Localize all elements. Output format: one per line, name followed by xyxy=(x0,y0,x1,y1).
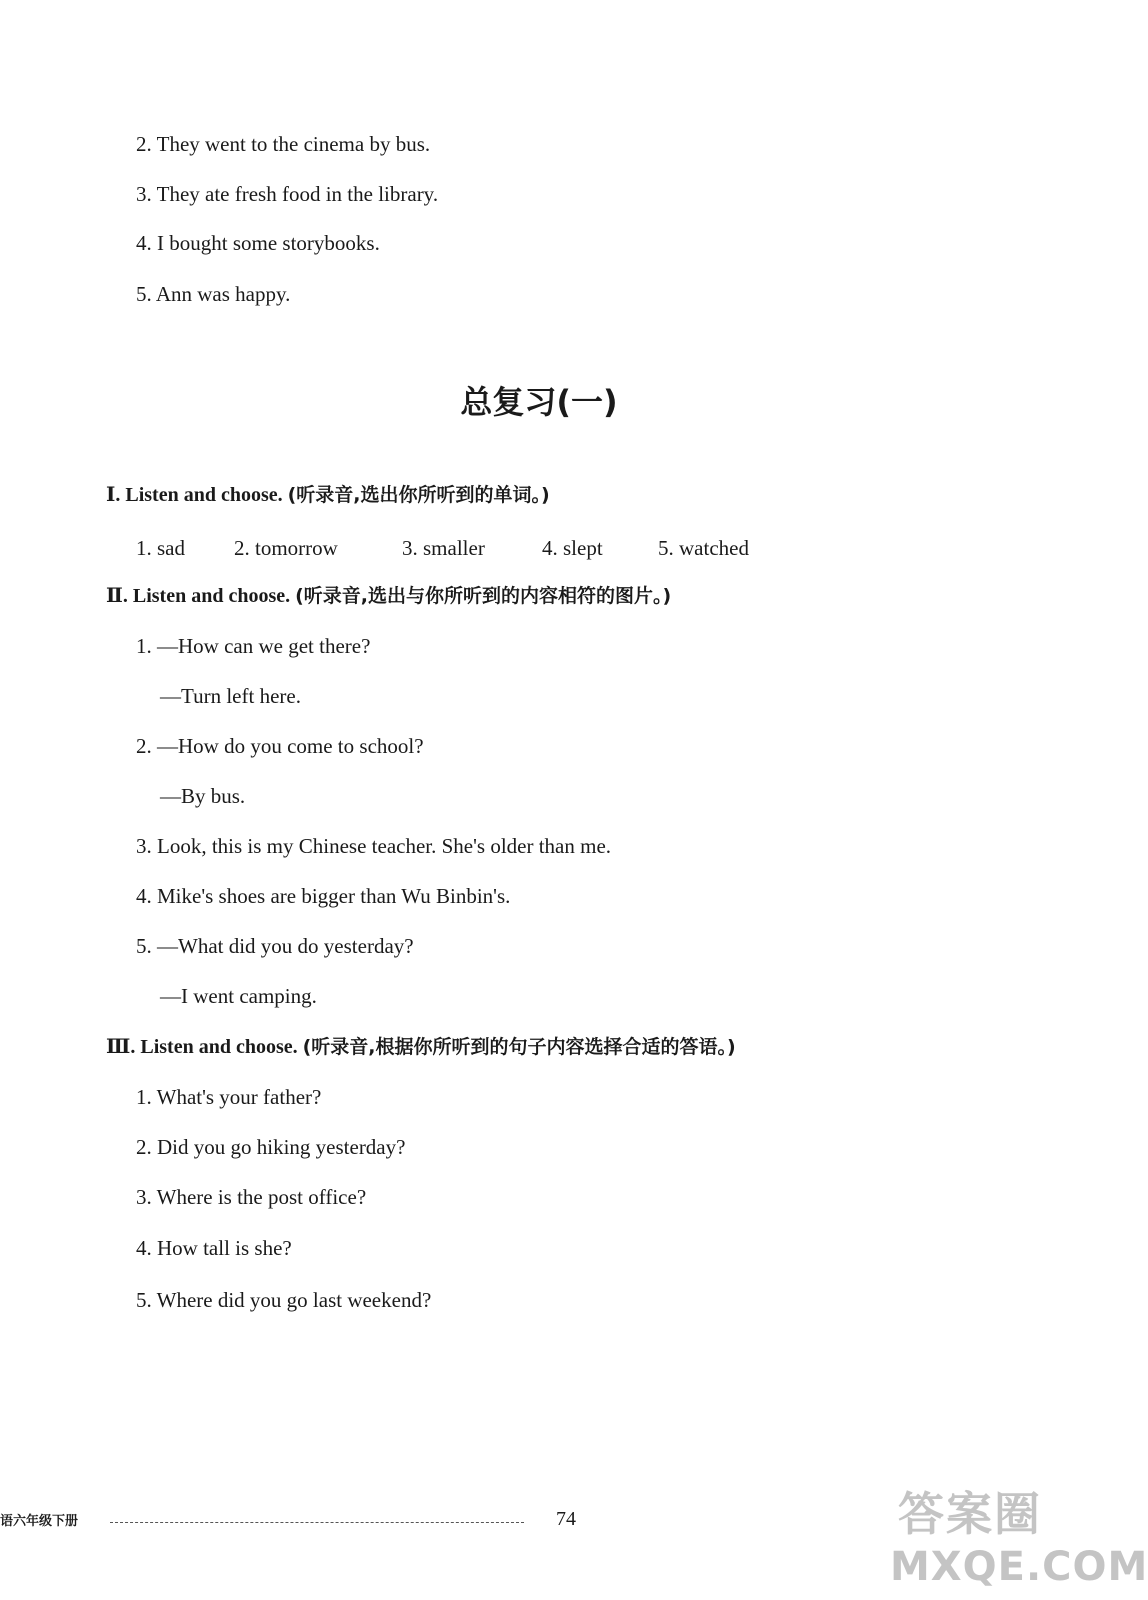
watermark-logo xyxy=(890,1478,1148,1596)
section3-heading-cn: (听录音,根据你所听到的句子内容选择合适的答语。) xyxy=(302,1036,736,1058)
watermark-text: 答案圈 xyxy=(898,1487,1042,1541)
section2-heading-cn: (听录音,选出与你所听到的内容相符的图片。) xyxy=(295,585,672,607)
section2-line: —I went camping. xyxy=(160,984,317,1008)
section1-heading-cn: (听录音,选出你所听到的单词。) xyxy=(287,484,550,506)
top-item-2: 2. They went to the cinema by bus. xyxy=(136,132,431,156)
section1-heading-en: Ⅰ. Listen and choose. xyxy=(106,484,283,506)
top-item-3: 3. They ate fresh food in the library. xyxy=(136,182,439,206)
word-item: 4. slept xyxy=(542,536,603,560)
section2-line: 4. Mike's shoes are bigger than Wu Binbin's. xyxy=(136,884,511,908)
page-title: 总复习(一) xyxy=(460,383,618,421)
watermark-url: MXQE.COM xyxy=(890,1544,1148,1590)
section3-heading-en: Ⅲ. Listen and choose. xyxy=(106,1036,298,1058)
footer-divider xyxy=(110,1522,524,1523)
section3-line: 2. Did you go hiking yesterday? xyxy=(136,1135,406,1159)
word-item: 2. tomorrow xyxy=(234,536,338,560)
section2-line: 3. Look, this is my Chinese teacher. She's older than me. xyxy=(136,834,612,858)
section3-line: 4. How tall is she? xyxy=(136,1236,292,1260)
word-item: 5. watched xyxy=(658,536,749,560)
section2-line: 1. —How can we get there? xyxy=(136,634,371,658)
section2-line: 2. —How do you come to school? xyxy=(136,734,424,758)
section3-line: 5. Where did you go last weekend? xyxy=(136,1288,432,1312)
section2-line: —By bus. xyxy=(160,784,246,808)
page-number: 74 xyxy=(556,1508,576,1530)
section1-heading xyxy=(106,481,550,509)
section2-line: —Turn left here. xyxy=(160,684,301,708)
top-item-4: 4. I bought some storybooks. xyxy=(136,231,380,255)
section2-heading xyxy=(106,582,671,610)
word-item: 3. smaller xyxy=(402,536,485,560)
word-item: 1. sad xyxy=(136,536,185,560)
section3-line: 1. What's your father? xyxy=(136,1085,322,1109)
section2-line: 5. —What did you do yesterday? xyxy=(136,934,414,958)
top-item-5: 5. Ann was happy. xyxy=(136,282,291,306)
footer-book-label: 语六年级下册 xyxy=(0,1514,79,1529)
section2-heading-en: Ⅱ. Listen and choose. xyxy=(106,585,291,607)
section3-line: 3. Where is the post office? xyxy=(136,1185,367,1209)
section3-heading xyxy=(106,1033,736,1061)
